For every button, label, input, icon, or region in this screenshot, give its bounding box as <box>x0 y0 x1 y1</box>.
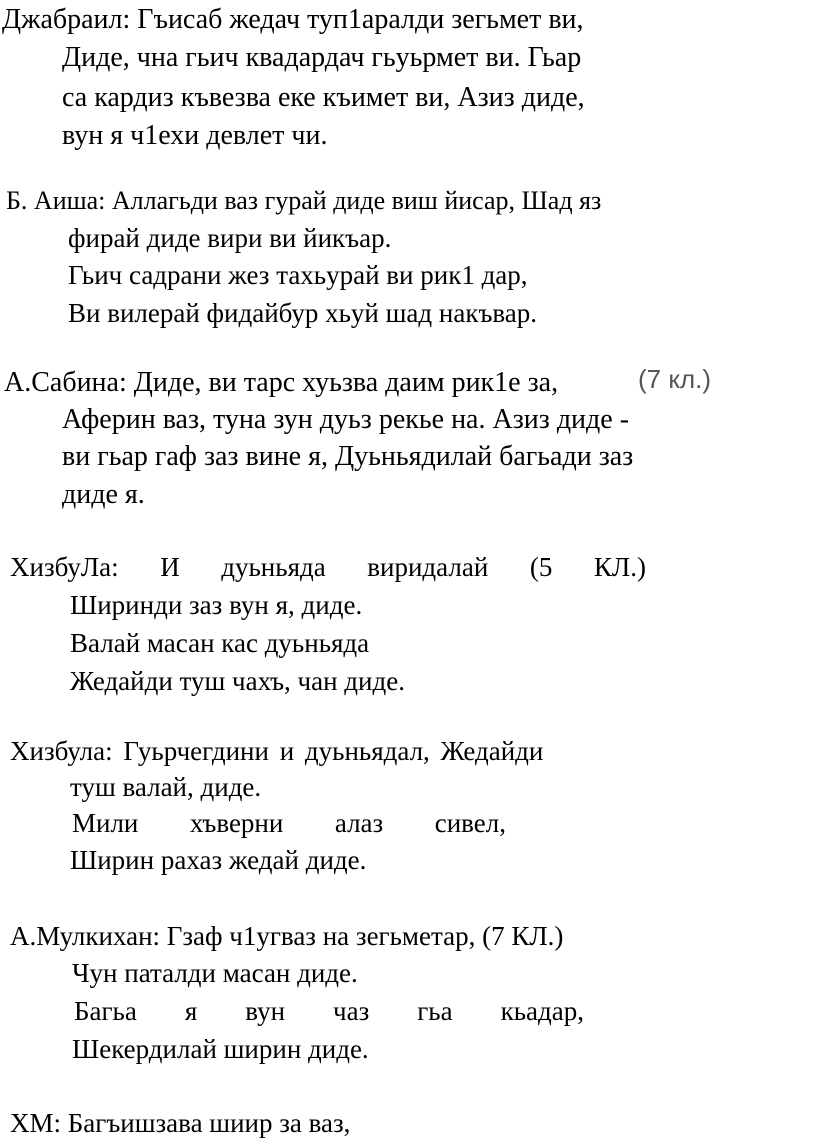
stanza-4-line-1 <box>10 554 646 581</box>
stanza-5-line-2: туш валай, диде. <box>70 772 262 802</box>
stanza-2-line-1: Б. Аиша: Аллагьди ваз гурай диде виш йисар, Шад яз <box>6 186 602 215</box>
word: И <box>160 552 180 582</box>
stanza-5-line-3 <box>72 810 506 837</box>
stanza-1-line-4: вун я ч1ехи девлет чи. <box>62 120 328 151</box>
stanza-5-line-4: Ширин рахаз жедай диде. <box>70 845 367 875</box>
stanza-1-line-3: са кардиз къвезва еке къимет ви, Азиз диде, <box>62 82 585 113</box>
stanza-2-line-2: фирай диде вири ви йикъар. <box>68 223 392 253</box>
word: хъверни <box>189 808 284 838</box>
word: Багьа <box>74 996 137 1026</box>
word: Мили <box>72 808 139 838</box>
word: сивел, <box>434 808 506 838</box>
word: виридалай <box>367 552 489 582</box>
word: ХизбуЛа: <box>10 552 119 582</box>
word: (5 <box>529 552 553 582</box>
word: кьадар, <box>500 996 584 1026</box>
stanza-4-line-4: Жедайди туш чахъ, чан диде. <box>70 666 405 696</box>
stanza-3-line-1: А.Сабина: Диде, ви тарс хуьзва даим рик1е за, <box>4 367 559 398</box>
stanza-3-line-2: Аферин ваз, туна зун дуьз рекье на. Азиз диде - <box>62 404 630 435</box>
stanza-4-line-3: Валай масан кас дуьньяда <box>70 628 370 658</box>
word: КЛ.) <box>593 552 646 582</box>
stanza-2-line-3: Гьич садрани жез тахьурай ви рик1 дар, <box>68 260 528 290</box>
word: вун <box>245 996 286 1026</box>
word: чаз <box>333 996 370 1026</box>
stanza-5-line-1: Хизбула: Гуьрчегдини и дуьньядал, Жедайди <box>10 736 544 766</box>
word: гьа <box>417 996 453 1026</box>
class-note: (7 кл.) <box>638 364 712 394</box>
stanza-3-line-4: диде я. <box>62 479 145 510</box>
stanza-6-line-4: Шекердилай ширин диде. <box>72 1034 369 1064</box>
stanza-6-line-3 <box>74 998 584 1025</box>
stanza-6-line-1: А.Мулкихан: Гзаф ч1угваз на зегьметар, (7 КЛ.) <box>10 921 564 951</box>
word: я <box>184 996 198 1026</box>
stanza-7-line-1: ХМ: Багъишзава шиир за ваз, <box>10 1108 351 1138</box>
stanza-1-line-1: Джабраил: Гъисаб жедач туп1аралди зегьмет ви, <box>2 4 584 35</box>
stanza-3-line-3: ви гьар гаф заз вине я, Дуьньядилай багьади заз <box>62 441 634 472</box>
stanza-1-line-2: Диде, чна гьич квадардач гьуьрмет ви. Гьар <box>62 42 582 73</box>
stanza-6-line-2: Чун паталди масан диде. <box>72 958 358 988</box>
word: алаз <box>334 808 384 838</box>
word: дуьньяда <box>221 552 326 582</box>
stanza-2-line-4: Ви вилерай фидайбур хьуй шад накъвар. <box>68 298 538 328</box>
stanza-4-line-2: Ширинди заз вун я, диде. <box>70 590 363 620</box>
